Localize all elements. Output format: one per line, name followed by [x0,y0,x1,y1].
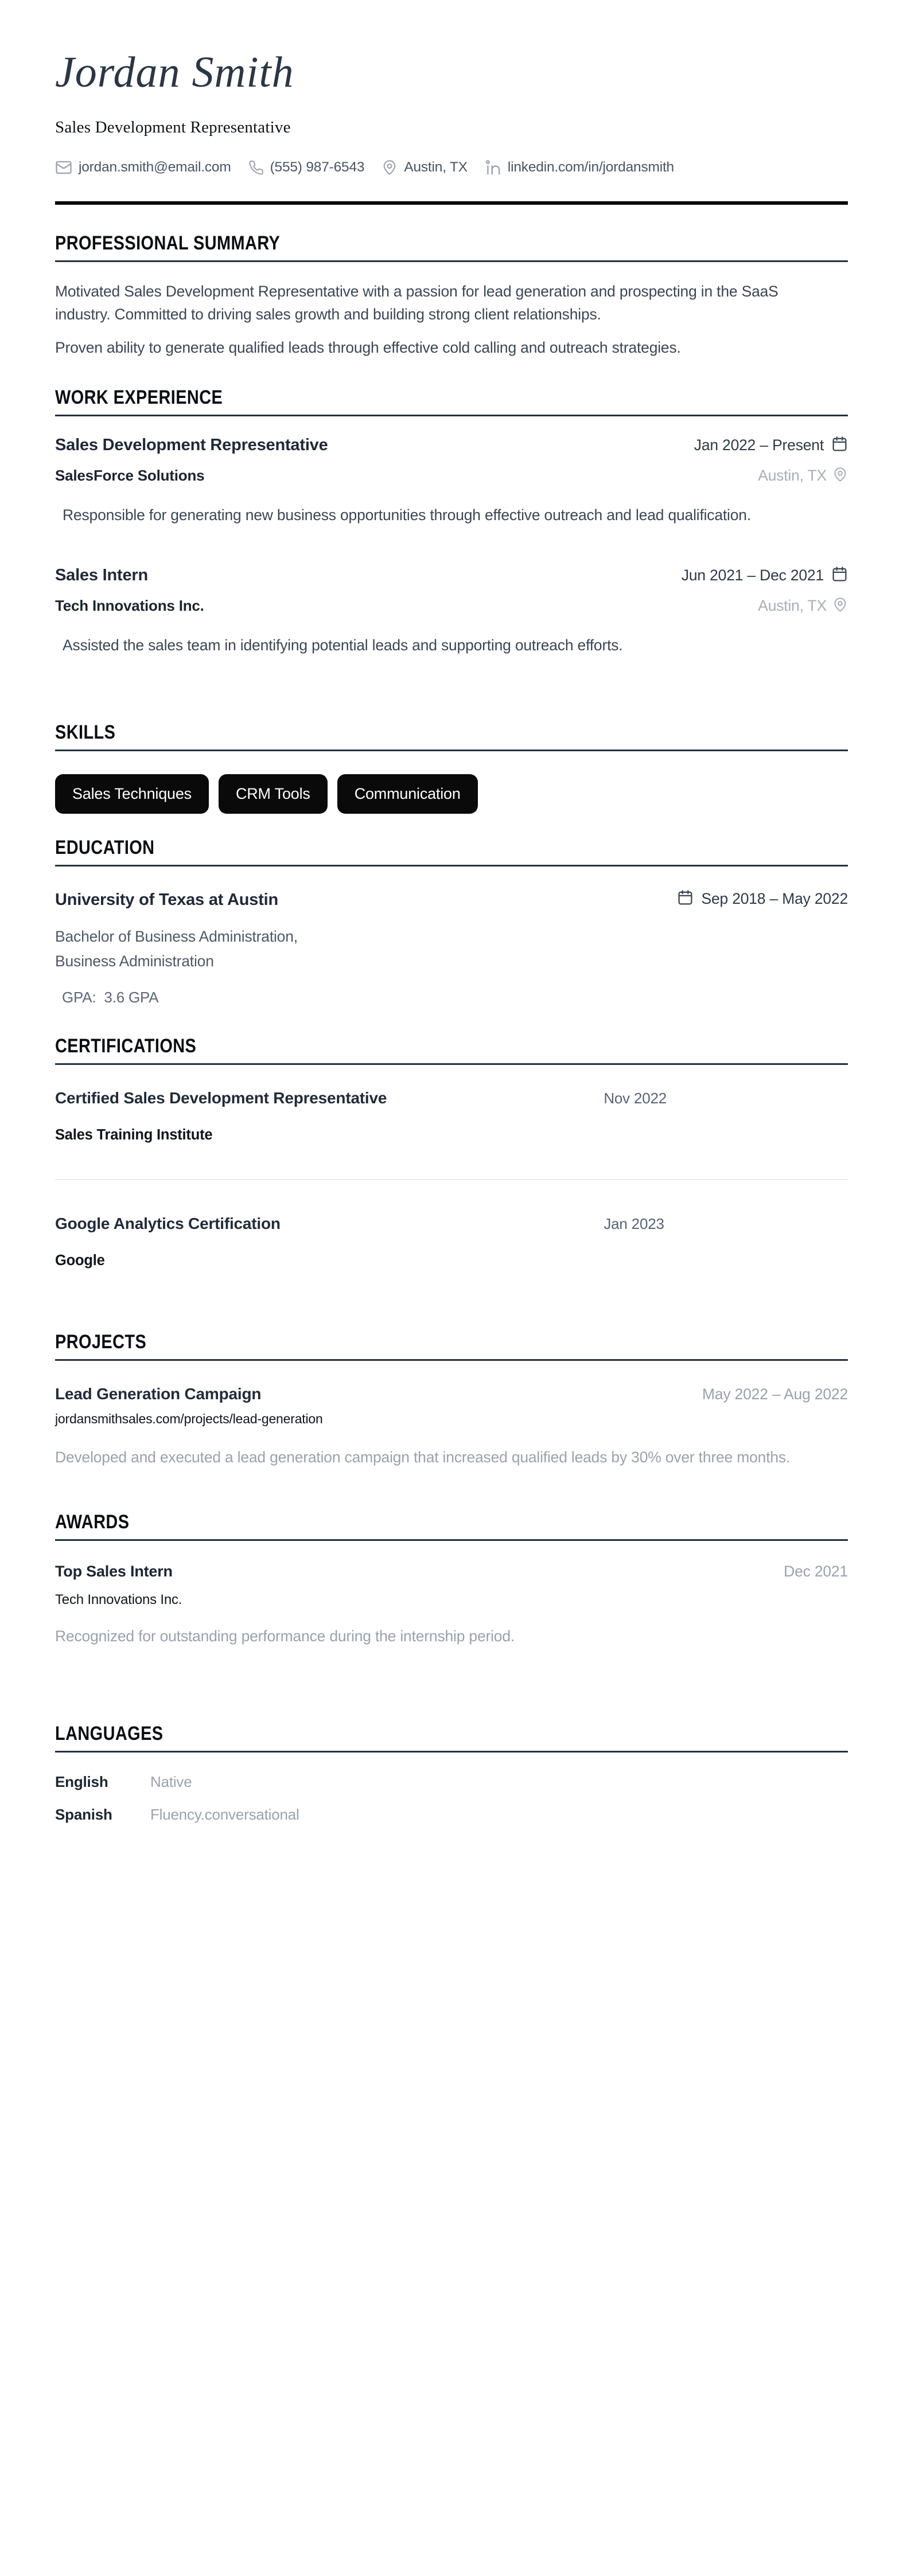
certification-title-row [55,1089,848,1107]
section-languages [55,1723,848,1824]
section-education-header [55,837,848,867]
contact-phone[interactable] [248,159,365,175]
calendar-icon [677,888,694,909]
work-entries [55,435,848,657]
company-name: Tech Innovations Inc. [55,596,204,614]
job-location [758,466,848,485]
section-projects-header [55,1331,848,1361]
certification-issuer: Sales Training Institute [55,1127,213,1143]
section-awards [55,1511,848,1648]
certification-name: Google Analytics Certification [55,1215,281,1233]
section-work-title: WORK EXPERIENCE [55,387,223,409]
job-description: Assisted the sales team in identifying potential leads and supporting outreach efforts. [63,637,623,654]
contact-linkedin[interactable] [485,159,674,176]
job-description: Responsible for generating new business opportunities through effective outreach and lead qualification. [63,506,751,524]
skills-pill-row [55,774,848,814]
job-title: Sales Development Representative [55,435,328,454]
project-date: May 2022 – Aug 2022 [702,1385,848,1403]
certification-name: Certified Sales Development Representative [55,1089,387,1107]
contact-email-text: jordan.smith@email.com [79,159,231,175]
section-summary-header [55,232,848,262]
contact-location [381,159,468,175]
company-name: SalesForce Solutions [55,466,205,484]
language-name: English [55,1773,108,1790]
certification-entry [55,1215,848,1269]
award-entry [55,1563,848,1648]
linkedin-icon [485,159,501,176]
project-title-row [55,1385,848,1403]
map-pin-icon [381,159,398,175]
education-date [677,888,848,909]
project-description: Developed and executed a lead generation campaign that increased qualified leads by 30% over three months. [55,1449,791,1466]
contact-phone-text: (555) 987-6543 [270,159,365,175]
certification-entry [55,1089,848,1143]
project-name: Lead Generation Campaign [55,1385,262,1403]
section-projects [55,1331,848,1469]
work-entry-title-row [55,565,848,586]
job-location-text: Austin, TX [758,596,827,614]
job-location [758,596,848,615]
certification-divider [55,1179,848,1180]
award-name: Top Sales Intern [55,1562,173,1580]
phone-icon [248,160,264,175]
language-row [55,1773,848,1791]
gpa-line [55,989,848,1006]
school-name: University of Texas at Austin [55,891,279,910]
language-name: Spanish [55,1806,112,1823]
contact-email[interactable] [55,159,231,176]
section-skills-title: SKILLS [55,721,116,744]
map-pin-icon [832,466,848,485]
project-url[interactable]: jordansmithsales.com/projects/lead-generation [55,1411,323,1427]
section-projects-title: PROJECTS [55,1331,147,1353]
job-date [694,435,848,455]
job-location-text: Austin, TX [758,466,827,484]
degree-block [55,924,848,974]
education-title-row [55,888,848,910]
person-job-title: Sales Development Representative [55,118,291,136]
contact-linkedin-text: linkedin.com/in/jordansmith [507,159,674,175]
section-work-header [55,387,848,416]
mail-icon [55,159,72,176]
calendar-icon [831,565,848,586]
section-certifications [55,1035,848,1269]
section-languages-header [55,1723,848,1753]
section-work-experience [55,387,848,657]
work-entry-title-row [55,435,848,455]
summary-paragraph: Motivated Sales Development Representative with a passion for lead generation and prospecting in the SaaS industry. Committed to driving sales growth and building strong client relationships. [55,283,778,323]
degree-line: Business Administration [55,953,214,970]
gpa-value: 3.6 GPA [104,989,159,1006]
award-date: Dec 2021 [784,1562,848,1580]
job-date [682,565,848,586]
resume-header [55,50,848,205]
language-level: Native [150,1773,192,1790]
certification-date: Nov 2022 [604,1090,667,1107]
person-name: Jordan Smith [55,48,294,96]
language-row [55,1806,848,1824]
award-issuer: Tech Innovations Inc. [55,1591,182,1607]
certification-date: Jan 2023 [604,1215,664,1233]
section-awards-title: AWARDS [55,1511,130,1533]
section-skills-header [55,721,848,751]
skill-pill: Sales Techniques [55,774,209,814]
map-pin-icon [832,596,848,615]
gpa-label: GPA: [62,989,96,1006]
contact-row [55,159,848,176]
degree-line: Bachelor of Business Administration, [55,928,298,946]
calendar-icon [831,435,848,455]
skill-pill: Communication [337,774,478,814]
section-languages-title: LANGUAGES [55,1723,163,1744]
summary-paragraph: Proven ability to generate qualified leads through effective cold calling and outreach strategies. [55,338,681,356]
section-skills [55,721,848,814]
section-summary-title: PROFESSIONAL SUMMARY [55,232,281,254]
skill-pill: CRM Tools [219,774,328,814]
certification-title-row [55,1215,848,1233]
award-title-row [55,1563,848,1580]
work-entry-company-row [55,596,848,615]
education-date-text: Sep 2018 – May 2022 [701,889,848,907]
education-entry [55,888,848,1006]
award-description: Recognized for outstanding performance during the internship period. [55,1627,515,1645]
job-title: Sales Intern [55,565,148,584]
work-entry-company-row [55,466,848,485]
section-summary [55,232,848,359]
section-certifications-title: CERTIFICATIONS [55,1035,197,1057]
certification-issuer: Google [55,1252,105,1269]
job-date-text: Jan 2022 – Present [694,436,824,454]
header-divider [55,201,848,205]
language-rows [55,1773,848,1824]
section-certifications-header [55,1035,848,1065]
summary-content [55,280,848,359]
section-education-title: EDUCATION [55,837,155,859]
project-entry [55,1385,848,1469]
work-entry [55,565,848,657]
job-date-text: Jun 2021 – Dec 2021 [681,566,824,584]
section-awards-header [55,1511,848,1541]
section-education [55,837,848,1006]
contact-location-text: Austin, TX [404,159,468,175]
work-entry [55,435,848,527]
language-level: Fluency.conversational [150,1806,299,1823]
